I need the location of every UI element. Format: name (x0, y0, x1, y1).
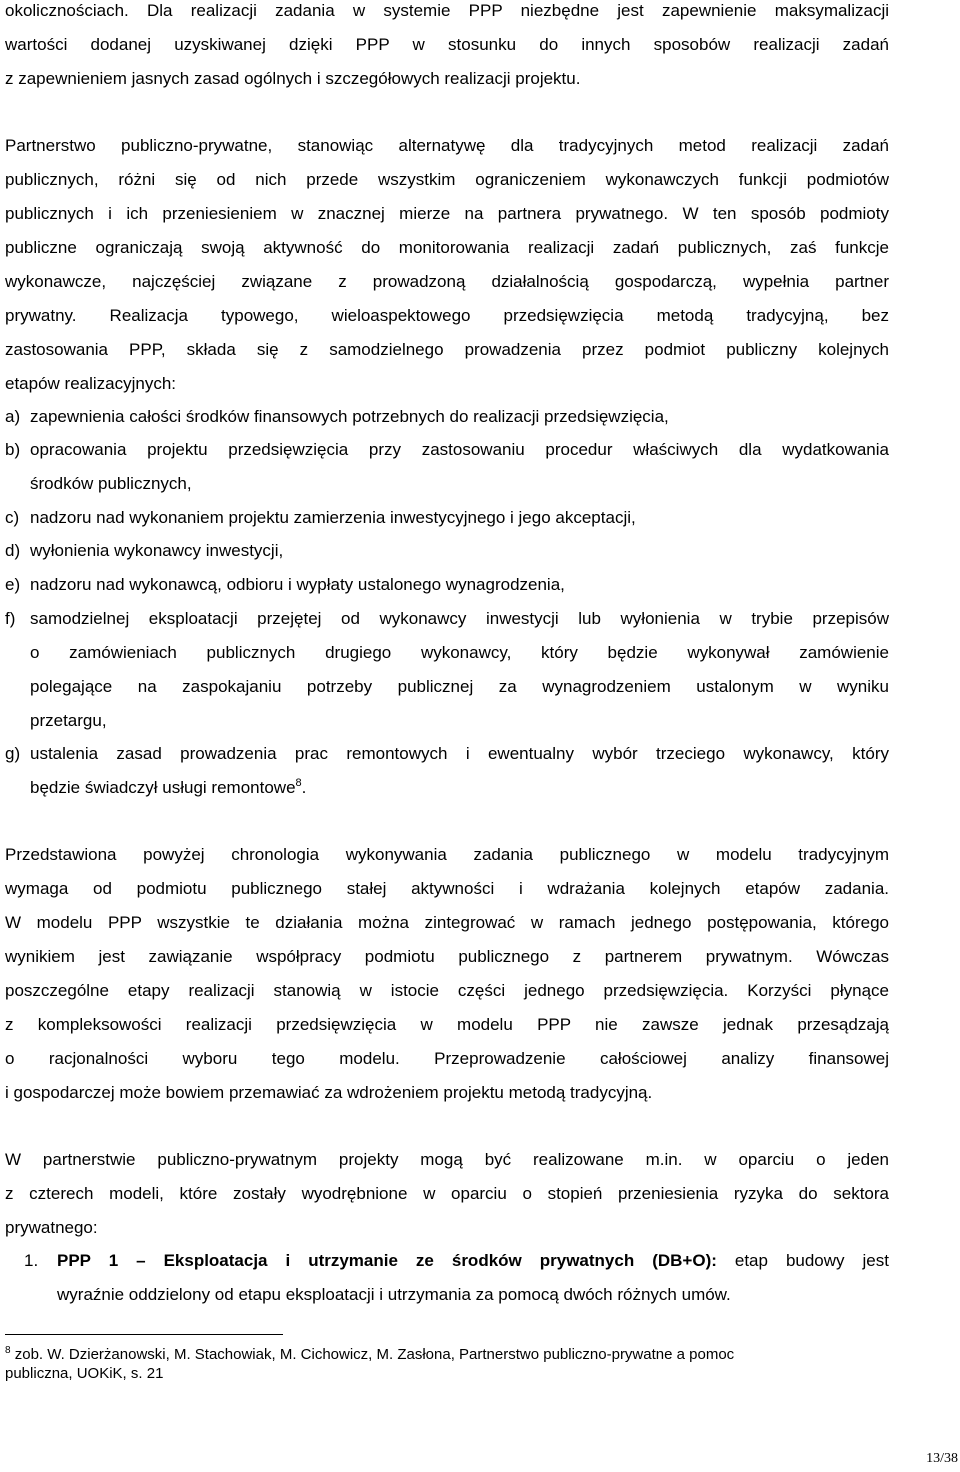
text-line: etapów realizacyjnych: (5, 374, 177, 393)
text-line: ustalenia zasad prowadzenia prac remontowych i ewentualny wybór trzeciego wykonawcy, który (30, 744, 889, 763)
text-run: będzie świadczył usługi remontowe (30, 778, 296, 797)
text-line: prywatny. Realizacja typowego, wieloaspektowego przedsięwzięcia metodą tradycyjną, bez (5, 306, 889, 325)
text-line: okolicznościach. Dla realizacji zadania w systemie PPP niezbędne jest zapewnienie maksymalizacji (5, 1, 889, 20)
page-number: 13/38 (926, 1451, 958, 1466)
paragraph-1 (5, 0, 889, 96)
text-run: zob. W. Dzierżanowski, M. Stachowiak, M. Cichowicz, M. Zasłona, Partnerstwo publiczno-prywatne a pomoc (14, 1346, 735, 1363)
text-line: prywatnego: (5, 1218, 98, 1237)
text-line: o zamówieniach publicznych drugiego wykonawcy, który będzie wykonywał zamówienie (30, 643, 889, 662)
text-line: opracowania projektu przedsięwzięcia przy zastosowaniu procedur właściwych dla wydatkowania (30, 440, 889, 459)
text-line: i gospodarczej może bowiem przemawiać za wdrożeniem projektu metodą tradycyjną. (5, 1083, 653, 1102)
text-line (30, 771, 889, 805)
text-line: z zapewnieniem jasnych zasad ogólnych i szczegółowych realizacji projektu. (5, 69, 581, 88)
paragraph-2 (5, 129, 889, 401)
text-line: wynikiem jest zawiązanie współpracy podmiotu publicznego z partnerem prywatnym. Wówczas (5, 947, 889, 966)
footnote (5, 1345, 889, 1383)
text-line: przetargu, (30, 711, 107, 730)
text-line: publicznych, różni się od nich przede wszystkim ograniczeniem wykonawczych funkcji podmiotów (5, 170, 889, 189)
text-line: zastosowania PPP, składa się z samodzielnego prowadzenia przez podmiot publiczny kolejnych (5, 340, 889, 359)
footnote-number: 8 (5, 1345, 11, 1356)
text-line (57, 1244, 889, 1278)
list-label: f) (5, 609, 16, 628)
text-line: polegające na zaspokajaniu potrzeby publicznej za wynagrodzeniem ustalonym w wyniku (30, 677, 889, 696)
text-line: nadzoru nad wykonaniem projektu zamierzenia inwestycyjnego i jego akceptacji, (30, 508, 636, 527)
text-line: publicznych i ich przeniesieniem w znacznej mierze na partnera prywatnego. W ten sposób podmioty (5, 204, 889, 223)
text-line: publiczne ograniczają swoją aktywność do monitorowania realizacji zadań publicznych, zaś funkcje (5, 238, 889, 257)
footnote-separator (5, 1334, 283, 1335)
paragraph-4 (5, 1143, 889, 1245)
model-title: PPP 1 – Eksploatacja i utrzymanie ze środków prywatnych (DB+O): (57, 1251, 717, 1270)
text-line: zapewnienia całości środków finansowych potrzebnych do realizacji przedsięwzięcia, (30, 407, 669, 426)
list-label: c) (5, 508, 20, 527)
text-line (5, 1345, 889, 1364)
footnote-ref[interactable]: 8 (295, 777, 302, 789)
text-line: nadzoru nad wykonawcą, odbioru i wypłaty ustalonego wynagrodzenia, (30, 575, 565, 594)
text-line: Partnerstwo publiczno-prywatne, stanowiąc alternatywę dla tradycyjnych metod realizacji zadań (5, 136, 889, 155)
text-run: etap budowy jest (734, 1251, 889, 1270)
text-line: z czterech modeli, które zostały wyodrębnione w oparciu o stopień przeniesienia ryzyka do sektora (5, 1184, 889, 1203)
text-line: o racjonalności wyboru tego modelu. Przeprowadzenie całościowej analizy finansowej (5, 1049, 889, 1068)
list-label: g) (5, 744, 21, 763)
text-line: środków publicznych, (30, 474, 192, 493)
list-label: b) (5, 440, 21, 459)
list-label: a) (5, 407, 21, 426)
text-line: z kompleksowości realizacji przedsięwzięcia w modelu PPP nie zawsze jednak przesądzają (5, 1015, 889, 1034)
text-line: samodzielnej eksploatacji przejętej od wykonawcy inwestycji lub wyłonienia w trybie przepisów (30, 609, 889, 628)
text-run: . (301, 778, 307, 797)
text-line: wartości dodanej uzyskiwanej dzięki PPP w stosunku do innych sposobów realizacji zadań (5, 35, 889, 54)
text-line: publiczna, UOKiK, s. 21 (5, 1365, 164, 1382)
text-line: wykonawcze, najczęściej związane z prowadzoną działalnością gospodarczą, wypełnia partner (5, 272, 889, 291)
text-line: poszczególne etapy realizacji stanowią w istocie części jednego przedsięwzięcia. Korzyści płynące (5, 981, 889, 1000)
text-line: wymaga od podmiotu publicznego stałej aktywności i wdrażania kolejnych etapów zadania. (5, 879, 889, 898)
text-line: wyraźnie oddzielony od etapu eksploatacji i utrzymania za pomocą dwóch różnych umów. (57, 1285, 731, 1304)
paragraph-3 (5, 838, 889, 1110)
list-label: e) (5, 575, 21, 594)
list-label: d) (5, 541, 21, 560)
text-line: Przedstawiona powyżej chronologia wykonywania zadania publicznego w modelu tradycyjnym (5, 845, 889, 864)
text-line: W modelu PPP wszystkie te działania można zintegrować w ramach jednego postępowania, którego (5, 913, 889, 932)
text-line: wyłonienia wykonawcy inwestycji, (30, 541, 284, 560)
text-line: W partnerstwie publiczno-prywatnym projekty mogą być realizowane m.in. w oparciu o jeden (5, 1150, 889, 1169)
numbered-label: 1. (24, 1251, 39, 1270)
